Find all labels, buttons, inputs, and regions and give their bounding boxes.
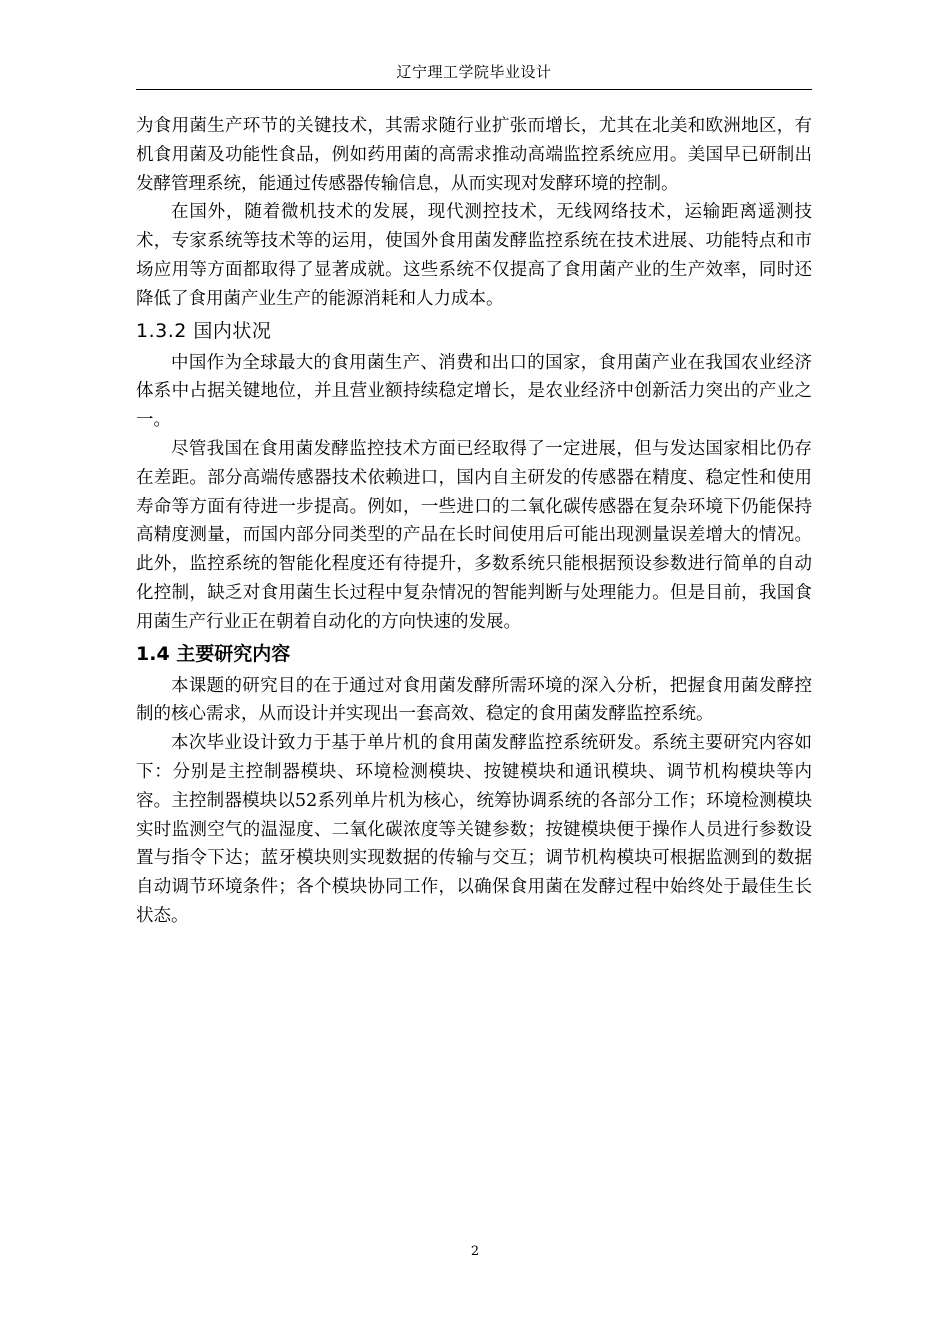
section-heading-1-3-2: 1.3.2 国内状况 xyxy=(136,319,272,342)
running-header: 辽宁理工学院毕业设计 xyxy=(396,63,552,81)
page-number: 2 xyxy=(470,1244,480,1259)
paragraph-foreign-tech: 在国外，随着微机技术的发展，现代测控技术，无线网络技术，运输距离遥测技术，专家系统等技术等的运用，使国外食用菌发酵监控系统在技术进展、功能特点和市场应用等方面都取得了显著成就。这些系统不仅提高了食用菌产业的生产效率，同时还降低了食用菌产业生产的能源消耗和人力成本。 xyxy=(136,202,812,309)
paragraph-research-purpose: 本课题的研究目的在于通过对食用菌发酵所需环境的深入分析，把握食用菌发酵控制的核心需求，从而设计并实现出一套高效、稳定的食用菌发酵监控系统。 xyxy=(136,675,812,725)
paragraph-research-content: 本次毕业设计致力于基于单片机的食用菌发酵监控系统研发。系统主要研究内容如下：分别是主控制器模块、环境检测模块、按键模块和通讯模块、调节机构模块等内容。主控制器模块以52系列单片机为核心，统筹协调系统的各部分工作；环境检测模块实时监测空气的温湿度、二氧化碳浓度等关键参数；按键模块便于操作人员进行参数设置与指令下达；蓝牙模块则实现数据的传输与交互；调节机构模块可根据监测到的数据自动调节环境条件；各个模块协同工作，以确保食用菌在发酵过程中始终处于最佳生长状态。 xyxy=(136,733,812,926)
paragraph-domestic-gap: 尽管我国在食用菌发酵监控技术方面已经取得了一定进展，但与发达国家相比仍存在差距。部分高端传感器技术依赖进口，国内自主研发的传感器在精度、稳定性和使用寿命等方面有待进一步提高。例如，一些进口的二氧化碳传感器在复杂环境下仍能保持高精度测量，而国内部分同类型的产品在长时间使用后可能出现测量误差增大的情况。此外，监控系统的智能化程度还有待提升，多数系统只能根据预设参数进行简单的自动化控制，缺乏对食用菌生长过程中复杂情况的智能判断与处理能力。但是目前，我国食用菌生产行业正在朝着自动化的方向快速的发展。 xyxy=(136,438,812,632)
header-divider xyxy=(136,89,812,90)
paragraph-china-industry: 中国作为全球最大的食用菌生产、消费和出口的国家，食用菌产业在我国农业经济体系中占据关键地位，并且营业额持续稳定增长，是农业经济中创新活力突出的产业之一。 xyxy=(136,352,812,431)
paragraph-continued: 为食用菌生产环节的关键技术，其需求随行业扩张而增长，尤其在北美和欧洲地区，有机食用菌及功能性食品，例如药用菌的高需求推动高端监控系统应用。美国早已研制出发酵管理系统，能通过传感器传输信息，从而实现对发酵环境的控制。 xyxy=(136,116,812,194)
document-body xyxy=(136,112,812,931)
section-heading-1-4: 1.4 主要研究内容 xyxy=(136,642,291,665)
